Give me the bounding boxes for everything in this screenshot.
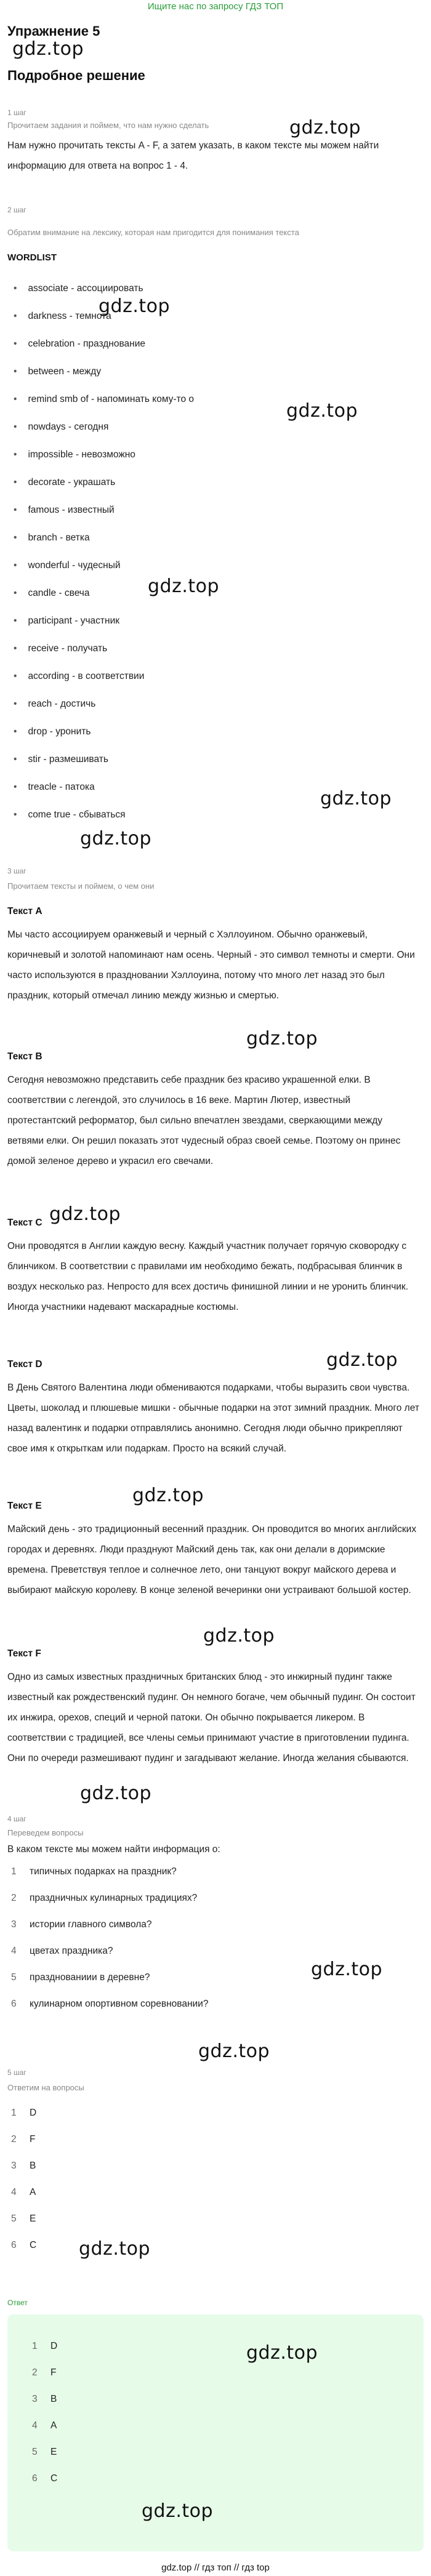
word-item: • remind smb of - напоминать кому-то о <box>14 394 194 405</box>
watermark: gdz.top <box>311 1959 383 1980</box>
step-caption: Переведем вопросы <box>7 1828 84 1837</box>
question-item <box>11 1893 197 1904</box>
watermark: gdz.top <box>99 295 171 317</box>
step-badge: 2 шаг <box>7 206 26 214</box>
answer-number: 4 <box>11 2187 17 2197</box>
word-item: • celebration - празднование <box>14 339 145 350</box>
word-item: • drop - уронить <box>14 726 91 737</box>
word-item: • impossible - невозможно <box>14 449 135 460</box>
watermark: gdz.top <box>80 1783 152 1804</box>
question-number: 2 <box>11 1893 17 1903</box>
question-number: 1 <box>11 1866 17 1877</box>
wordlist-title: WORDLIST <box>7 252 57 263</box>
answer-number: 3 <box>32 2394 38 2404</box>
question-item <box>11 1972 150 1983</box>
question-number: 4 <box>11 1946 17 1956</box>
word-item: • associate - ассоциировать <box>14 283 143 294</box>
answer-number: 3 <box>11 2161 17 2171</box>
answer-letter: E <box>50 2447 57 2457</box>
text-body: Майский день - это традиционный весенний праздник. Он проводится во многих английских городах и деревнях. Люди празднуют Майский день так, как они делали в доримские времена. Преветствуя теплое и солнечное лето, они танцуют вокруг майского дерева и выбирают майскую королеву. В конце зеленой вечеринки они устраивают большой костер. <box>7 1524 417 1595</box>
top-search-link[interactable]: Ищите нас по запросу ГДЗ ТОП <box>147 1 284 12</box>
watermark: gdz.top <box>80 828 152 849</box>
text-heading: Текст C <box>7 1218 42 1228</box>
watermark: gdz.top <box>203 1625 275 1647</box>
step-caption: Обратим внимание на лексику, которая нам пригодится для понимания текста <box>7 228 299 237</box>
text-heading: Текст B <box>7 1051 42 1062</box>
text-body: Они проводятся в Англии каждую весну. Каждый участник получает горячую сковородку с блинчиком. В соответствии с правилами им необходимо бежать, подбрасывая блинчик в воздух несколько раз. Непросто для всех достичь финишной линии и не уронить блинчик. Иногда участники надевают маскарадные костюмы. <box>7 1241 409 1312</box>
word-item: • come true - сбываться <box>14 809 126 821</box>
answer-number: 5 <box>32 2447 38 2457</box>
step-badge: 3 шаг <box>7 867 26 875</box>
question-text: типичных подарках на праздник? <box>30 1866 177 1877</box>
word-item: • decorate - украшать <box>14 477 115 488</box>
question-number: 3 <box>11 1919 17 1930</box>
exercise-title: Упражнение 5 <box>7 23 100 39</box>
watermark: gdz.top <box>289 117 361 138</box>
question-item <box>11 1946 113 1957</box>
answer-item <box>32 2473 57 2484</box>
watermark: gdz.top <box>132 1485 204 1506</box>
text-body: Мы часто ассоциируем оранжевый и черный с Хэллоуином. Обычно оранжевый, коричневый и золотой напоминают нам осень. Черный - это символ темноты и смерти. Они часто используются в праздновании Хэллоуина, потому что много лет назад это был праздник, который отмечал линию между жизнью и смертью. <box>7 929 415 1001</box>
word-item: • reach - достичь <box>14 699 95 710</box>
question-number: 6 <box>11 1999 17 2009</box>
watermark: gdz.top <box>246 2342 318 2364</box>
step-text: Нам нужно прочитать тексты A - F, а затем указать, в каком тексте мы можем найти информацию для ответа на вопрос 1 - 4. <box>7 140 379 171</box>
question-text: цветах праздника? <box>30 1946 113 1956</box>
answer-letter: E <box>30 2213 36 2224</box>
answer-letter: F <box>30 2134 36 2145</box>
question-item <box>11 1999 208 2010</box>
question-text: праздничных кулинарных традициях? <box>30 1893 198 1903</box>
answer-box <box>7 2314 424 2551</box>
section-title: Подробное решение <box>7 68 145 83</box>
word-item: • between - между <box>14 366 101 377</box>
watermark: gdz.top <box>142 2500 214 2522</box>
text-body: Сегодня невозможно представить себе праздник без красиво украшенной елки. В соответствии с легендой, это случилось в 16 веке. Мартин Лютер, известный протестантский реформатор, был сильно впечатлен звездами, сверкающими между ветвями елки. Он решил показать этот чудесный образ своей семье. Поэтому он принес домой зеленое дерево и украсил его свечами. <box>7 1075 401 1166</box>
watermark: gdz.top <box>79 2238 151 2260</box>
watermark: gdz.top <box>320 788 392 809</box>
text-heading: Текст A <box>7 906 42 917</box>
text-heading: Текст D <box>7 1359 42 1370</box>
word-item: • according - в соответствии <box>14 671 144 682</box>
question-number: 5 <box>11 1972 17 1983</box>
answer-item <box>32 2394 57 2405</box>
watermark: gdz.top <box>148 576 220 597</box>
answer-number: 1 <box>32 2341 38 2351</box>
answer-item <box>11 2187 36 2198</box>
watermark: gdz.top <box>12 38 84 60</box>
question-text: кулинарном опортивном соревновании? <box>30 1999 209 2009</box>
answer-item <box>11 2213 36 2225</box>
answer-item <box>32 2420 57 2431</box>
answer-item <box>11 2161 36 2172</box>
step-badge: 1 шаг <box>7 108 26 117</box>
answer-number: 2 <box>32 2367 38 2378</box>
step-caption: Прочитаем задания и поймем, что нам нужно сделать <box>7 121 209 130</box>
step-caption: Прочитаем тексты и поймем, о чем они <box>7 881 155 891</box>
watermark: gdz.top <box>49 1203 121 1225</box>
watermark: gdz.top <box>246 1028 318 1049</box>
word-item: • branch - ветка <box>14 532 90 544</box>
answer-letter: D <box>30 2108 37 2118</box>
answer-number: 6 <box>32 2473 38 2484</box>
answer-letter: A <box>30 2187 36 2197</box>
step-badge: 5 шаг <box>7 2068 26 2077</box>
question-item <box>11 1866 177 1877</box>
question-item <box>11 1919 152 1930</box>
answer-number: 5 <box>11 2213 17 2224</box>
footer-links[interactable]: gdz.top // гдз топ // гдз top <box>161 2562 270 2573</box>
word-item: • wonderful - чудесный <box>14 560 121 571</box>
word-item: • candle - свеча <box>14 588 90 599</box>
watermark: gdz.top <box>286 400 358 422</box>
answer-letter: A <box>50 2420 57 2431</box>
answer-letter: B <box>50 2394 57 2404</box>
word-item: • famous - известный <box>14 505 115 516</box>
text-body: В День Святого Валентина люди обмениваются подарками, чтобы выразить свои чувства. Цветы, шоколад и плюшевые мишки - обычные подарки на этот зимний праздник. Много лет назад валентинк и подарки отправлялись анонимно. Сегодня люди обычно прикрепляют свое имя к открыткам или подаркам. Просто на всякий случай. <box>7 1382 419 1454</box>
answer-letter: B <box>30 2161 36 2171</box>
step-caption: Ответим на вопросы <box>7 2083 84 2092</box>
answer-number: 4 <box>32 2420 38 2431</box>
text-heading: Текст F <box>7 1648 41 1659</box>
answer-item <box>11 2240 36 2251</box>
text-body: Одно из самых известных праздничных британских блюд - это инжирный пудинг также известный как рождественский пудинг. Он немного богаче, чем обычный пудинг. Он состоит их инжира, орехов, специй и черной патоки. Он обычно покрывается ликером. В соответствии с традицией, все члены семьи принимают участие в приготовлении пудинга. Они по очереди размешивают пудинг и загадывают желание. Иногда желания сбываются. <box>7 1672 416 1763</box>
answer-item <box>32 2367 56 2378</box>
watermark: gdz.top <box>198 2040 270 2062</box>
answer-number: 6 <box>11 2240 17 2250</box>
answer-letter: C <box>50 2473 58 2484</box>
answer-number: 2 <box>11 2134 17 2145</box>
question-text: истории главного символа? <box>30 1919 152 1930</box>
step-badge: 4 шаг <box>7 1815 26 1823</box>
answer-letter: F <box>50 2367 57 2378</box>
word-item: • treacle - патока <box>14 782 95 793</box>
watermark: gdz.top <box>326 1349 398 1371</box>
word-item: • stir - размешивать <box>14 754 108 765</box>
text-heading: Текст E <box>7 1501 42 1511</box>
answer-item <box>32 2447 57 2458</box>
answer-item <box>11 2108 36 2119</box>
questions-intro: В каком тексте мы можем найти информация о: <box>7 1844 220 1855</box>
answer-letter: C <box>30 2240 37 2250</box>
word-item: • participant - участник <box>14 616 119 627</box>
answer-item <box>11 2134 35 2145</box>
word-item: • nowdays - сегодня <box>14 422 108 433</box>
answer-letter: D <box>50 2341 58 2351</box>
word-item: • darkness - темнота <box>14 311 111 322</box>
question-text: празднованиии в деревне? <box>30 1972 150 1983</box>
answer-item <box>32 2341 57 2352</box>
word-item: • receive - получать <box>14 643 107 654</box>
answer-number: 1 <box>11 2108 17 2118</box>
answer-label: Ответ <box>7 2298 28 2307</box>
